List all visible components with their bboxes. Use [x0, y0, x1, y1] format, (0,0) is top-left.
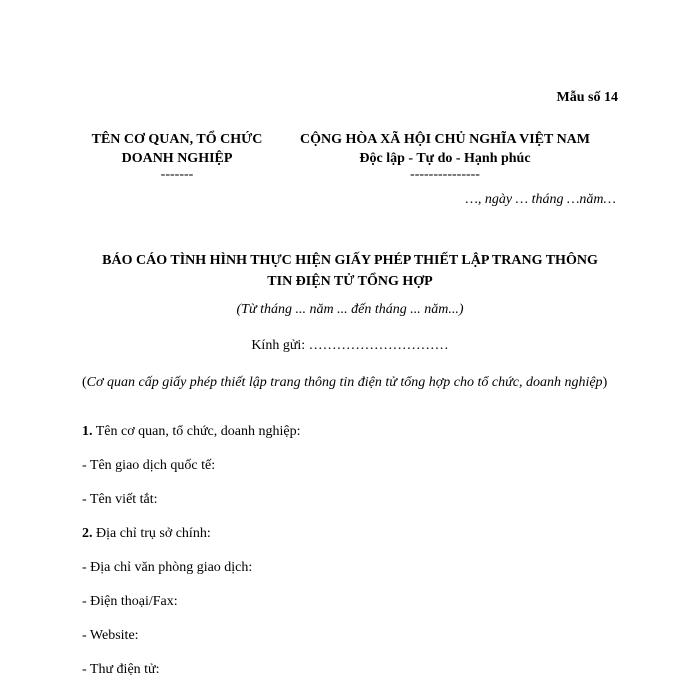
note-text: Cơ quan cấp giấy phép thiết lập trang thông tin điện tử tổng hợp cho tổ chức, doanh nghiệp [86, 375, 603, 390]
report-title [80, 250, 620, 292]
field-office-address [82, 560, 252, 576]
field-phone-fax [82, 594, 178, 610]
form-number: Mẫu số 14 [556, 90, 618, 105]
field-website [82, 628, 139, 644]
note-close-paren: ) [602, 375, 608, 390]
field-label: - Tên giao dịch quốc tế: [82, 458, 216, 473]
date-line: …, ngày … tháng …năm… [465, 192, 616, 207]
field-label: Tên cơ quan, tổ chức, doanh nghiệp: [92, 424, 301, 439]
national-title: CỘNG HÒA XÃ HỘI CHỦ NGHĨA VIỆT NAM [299, 132, 590, 147]
field-organization-name [82, 424, 300, 440]
field-label: - Thư điện tử: [82, 662, 160, 677]
recipient-note [82, 373, 622, 392]
organization-divider: ------- [160, 167, 194, 182]
field-label: Địa chỉ trụ sở chính: [92, 526, 211, 541]
report-title-line1: BÁO CÁO TÌNH HÌNH THỰC HIỆN GIẤY PHÉP THIẾT LẬP TRANG THÔNG [102, 253, 598, 268]
organization-name-line2: DOANH NGHIỆP [121, 151, 233, 166]
field-label: - Website: [82, 628, 139, 643]
note-open-paren: ( [82, 375, 87, 390]
report-period: (Từ tháng ... năm ... đến tháng ... năm...) [236, 302, 464, 317]
field-number: 1. [82, 424, 93, 439]
field-international-name [82, 458, 215, 474]
organization-header [72, 130, 282, 182]
report-title-line2: TIN ĐIỆN TỬ TỔNG HỢP [267, 274, 433, 289]
organization-name-line1: TÊN CƠ QUAN, TỔ CHỨC [91, 132, 263, 147]
field-head-office [82, 526, 211, 542]
field-number: 2. [82, 526, 93, 541]
field-label: - Điện thoại/Fax: [82, 594, 178, 609]
national-motto: Độc lập - Tự do - Hạnh phúc [359, 151, 531, 166]
field-label: - Tên viết tắt: [82, 492, 158, 507]
field-abbreviation [82, 492, 158, 508]
field-email [82, 662, 160, 678]
field-label: - Địa chỉ văn phòng giao dịch: [82, 560, 253, 575]
national-header [280, 130, 610, 182]
recipient-line: Kính gửi: ………………………… [251, 338, 449, 353]
national-divider: --------------- [410, 167, 480, 182]
